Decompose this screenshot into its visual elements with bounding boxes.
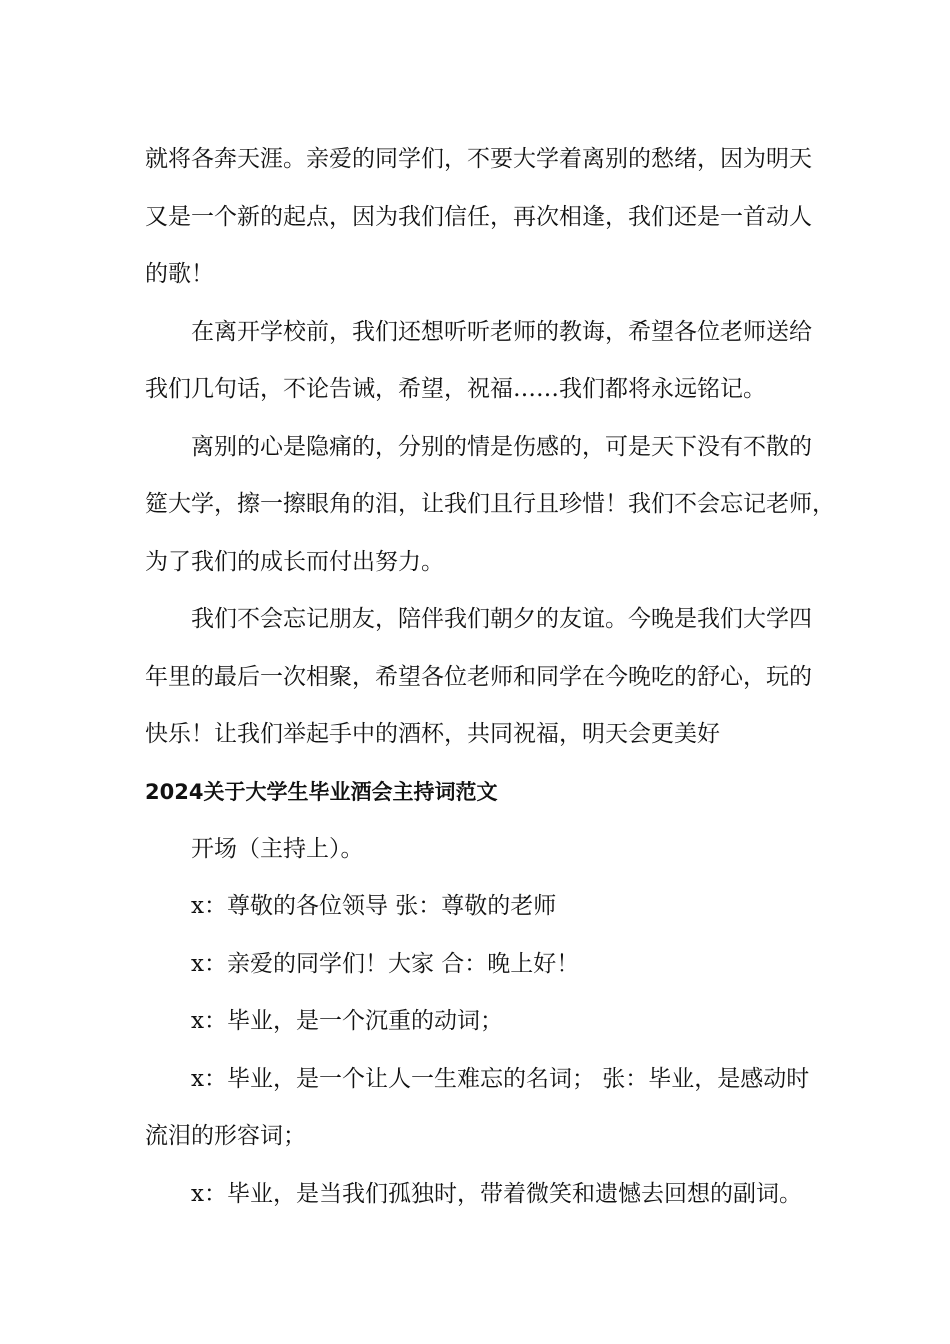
text-line: 我们不会忘记朋友，陪伴我们朝夕的友谊。今晚是我们大学四 [191,606,812,632]
text-line: 年里的最后一次相聚，希望各位老师和同学在今晚吃的舒心，玩的 [145,663,812,690]
text-line: 的歌！ [145,261,214,287]
text-line: x：毕业，是一个沉重的动词； [191,1008,503,1034]
document-page [145,131,835,1223]
text-line: 为了我们的成长而付出努力。 [145,548,444,575]
paragraph-parting [145,419,835,592]
paragraph-dialogue-1 [145,878,835,936]
text-line: 在离开学校前，我们还想听听老师的教诲，希望各位老师送给 [191,318,812,345]
paragraph-teachers-words [145,304,835,419]
paragraph-opening [145,821,835,879]
text-line: x：毕业，是一个让人一生难忘的名词； 张：毕业，是感动时 [191,1065,810,1092]
text-line: 离别的心是隐痛的，分别的情是伤感的，可是天下没有不散的 [191,433,812,460]
paragraph-dialogue-2 [145,936,835,994]
text-line: x：尊敬的各位领导 张：尊敬的老师 [191,893,557,919]
section-heading: 2024关于大学生毕业酒会主持词范文 [145,779,498,804]
paragraph-dialogue-5 [145,1166,835,1224]
text-line: 我们几句话，不论告诫，希望，祝福……我们都将永远铭记。 [145,376,766,402]
text-line: 流泪的形容词； [145,1123,306,1149]
paragraph-dialogue-3 [145,993,835,1051]
text-line: x：亲爱的同学们！大家 合：晚上好！ [191,950,580,977]
text-line: 快乐！让我们举起手中的酒杯，共同祝福，明天会更美好 [145,721,720,747]
text-line: 就将各奔天涯。亲爱的同学们，不要大学着离别的愁绪，因为明天 [145,146,812,172]
text-line: 又是一个新的起点，因为我们信任，再次相逢，我们还是一首动人 [145,203,812,230]
text-line: 筵大学，擦一擦眼角的泪，让我们且行且珍惜！我们不会忘记老师， [145,491,835,517]
paragraph-friends [145,591,835,764]
paragraph-dialogue-4 [145,1051,835,1166]
text-line: x：毕业，是当我们孤独时，带着微笑和遗憾去回想的副词。 [191,1180,802,1207]
paragraph-farewell-continued [145,131,835,304]
text-line: 开场（主持上）。 [191,835,364,862]
